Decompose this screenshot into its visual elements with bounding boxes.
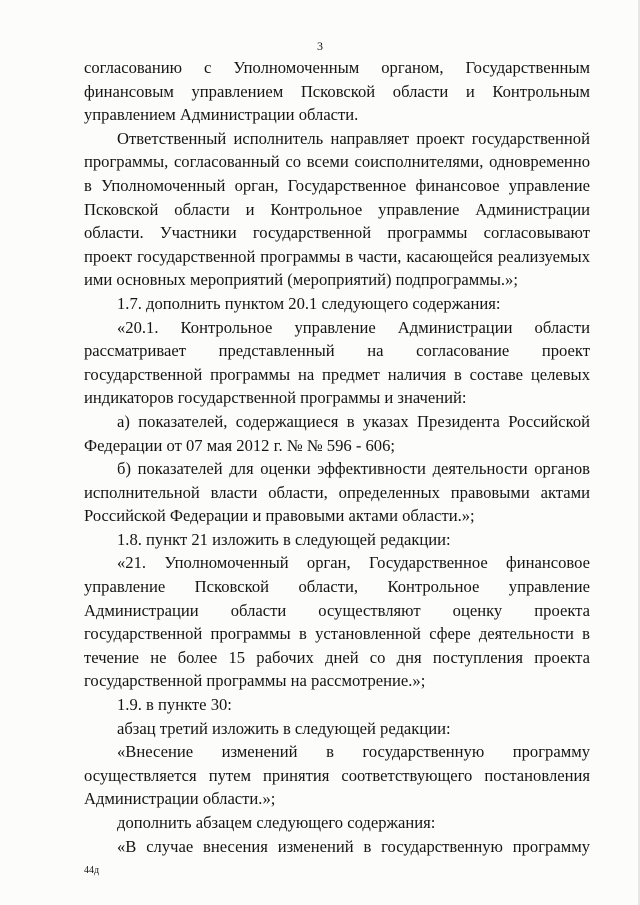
paragraph-item-a: а) показателей, содержащиеся в указах Президента Российской Федерации от 07 мая 2012 г. № № 596 - 606;: [84, 411, 590, 455]
word: и: [465, 81, 475, 101]
word: с: [204, 58, 212, 77]
word: Псковской: [300, 81, 376, 101]
text-line-2: [84, 80, 590, 104]
word: финансовым: [84, 81, 174, 101]
paragraph-item-b: б) показателей для оценки эффективности деятельности органов исполнительной власти области, определенных правовыми актами Российской Федерации и правовыми актами области.»;: [84, 459, 590, 526]
word: Уполномоченным: [233, 58, 360, 77]
word: согласованию: [84, 58, 183, 77]
paragraph-20-1: «20.1. Контрольное управление Администрации области рассматривает представленный на согласование проект государственной программы на предмет наличия в составе целевых индикаторов государственной программы и значений:: [84, 317, 590, 408]
paragraph-executor: Ответственный исполнитель направляет проект государственной программы, согласованный со всеми соисполнителями, одновременно в Уполномоченный орган, Государственное финансовое управление Псковской области и Контрольное управление Администрации области. Участники государственной программы согласовывают проект государственной программы в части, касающейся реализуемых ими основных мероприятий (мероприятий) подпрограммы.»;: [84, 128, 590, 290]
word: органом,: [381, 58, 444, 77]
word: Государственным: [465, 58, 590, 77]
footer-code: 44д: [84, 865, 100, 876]
paragraph-vnesenie: «Внесение изменений в государственную программу осуществляется путем принятия соответствующего постановления Администрации области.»;: [84, 742, 590, 809]
paragraph-v-sluchae: «В случае внесения изменений в государственную программу: [117, 836, 590, 856]
paragraph-21: «21. Уполномоченный орган, Государственное финансовое управление Псковской области, Контрольное управление Администрации области осуществляют оценку проекта государственной программы в установленной сфере деятельности в течение не более 15 рабочих дней со дня поступления проекта государственной программы на рассмотрение.»;: [84, 553, 590, 691]
text-line-1: [84, 56, 590, 80]
word: Контрольным: [492, 81, 590, 101]
document-body: [84, 56, 590, 858]
paragraph-dopolnit: дополнить абзацем следующего содержания:: [117, 813, 436, 832]
paragraph-1-7: 1.7. дополнить пунктом 20.1 следующего содержания:: [117, 293, 501, 313]
page-number: 3: [317, 39, 323, 53]
text-line-3: управлением Администрации области.: [84, 105, 359, 125]
paragraph-1-8: 1.8. пункт 21 изложить в следующей редакции:: [117, 529, 451, 549]
word: области: [392, 81, 449, 101]
word: управлением: [191, 81, 284, 101]
paragraph-abzac: абзац третий изложить в следующей редакции:: [117, 718, 451, 738]
paragraph-1-9: 1.9. в пункте 30:: [117, 695, 232, 715]
